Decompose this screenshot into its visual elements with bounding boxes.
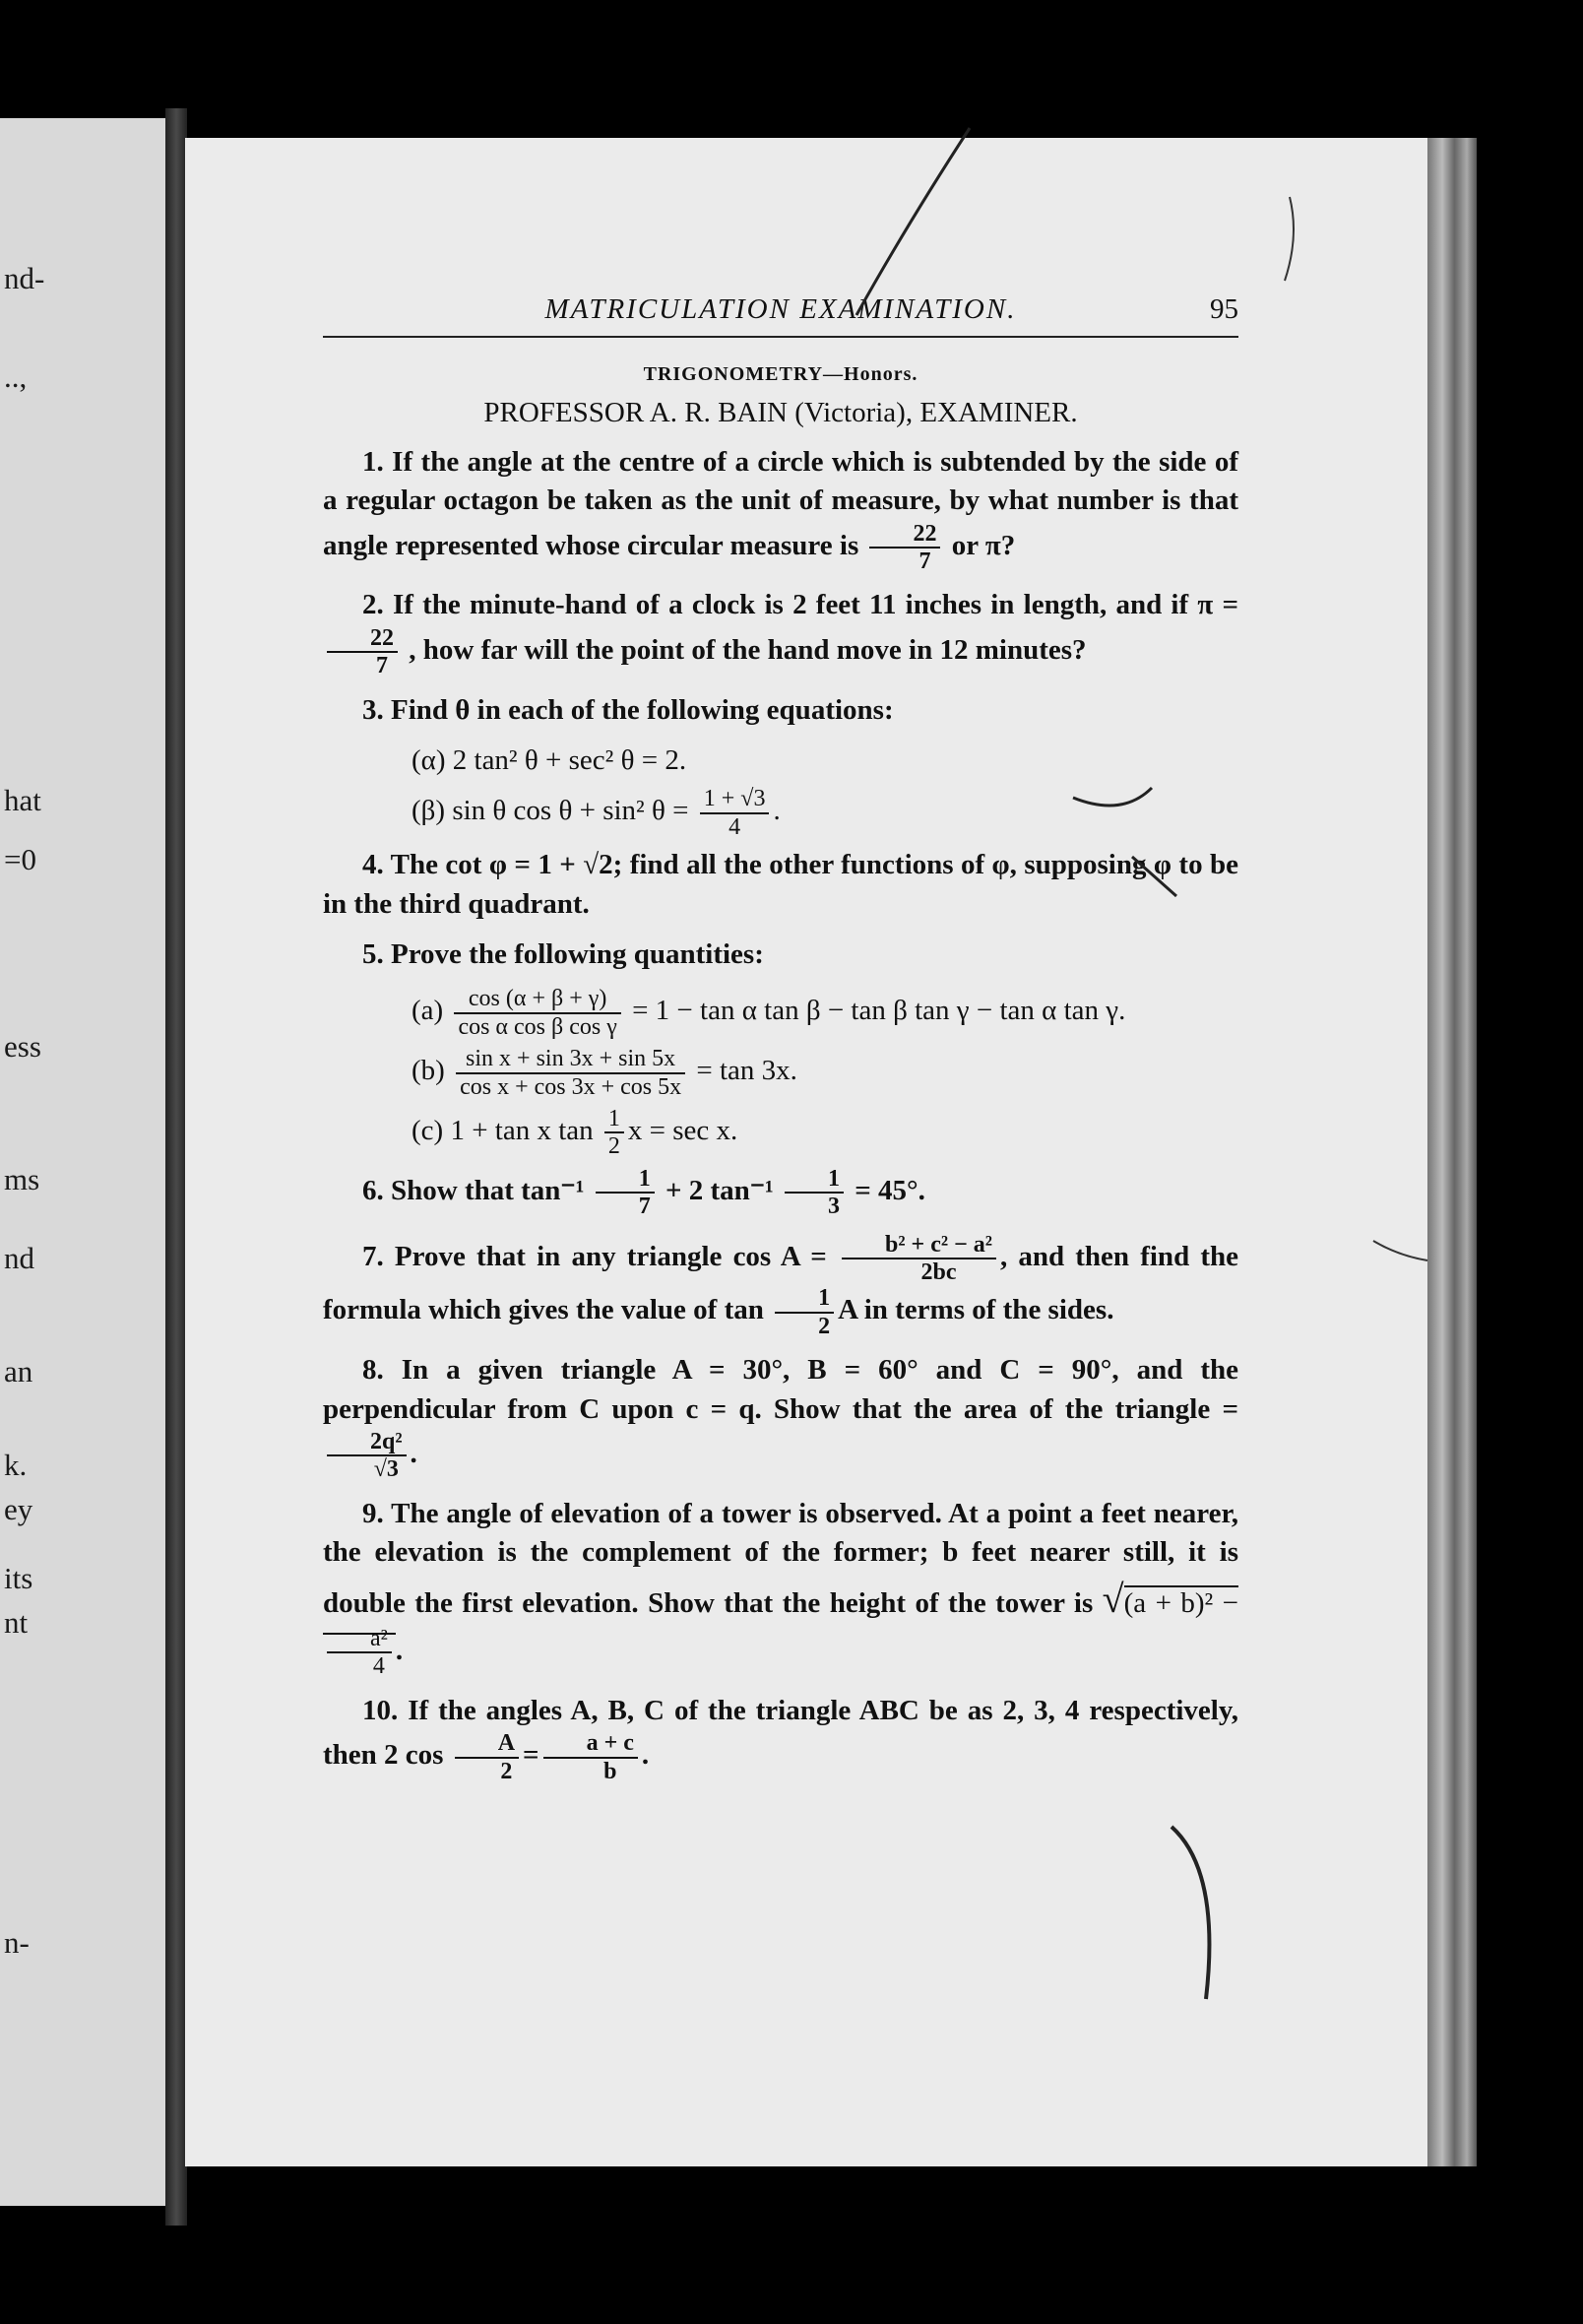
fraction: $\frac{1}{2}$: [604, 1106, 624, 1160]
prev-page-fragment: ..,: [4, 359, 28, 394]
prev-page-fragment: nd-: [4, 261, 45, 295]
fraction: $\frac{\text{2q²}}{√3}$: [327, 1429, 407, 1483]
identity-5b: (b) $\frac{\text{sin x + sin 3x + sin 5x}}{\text{cos x + cos 3x + cos 5x}}$ = tan 3x.: [412, 1046, 797, 1100]
radical-sign: √: [1102, 1576, 1124, 1621]
question-9: 9. The angle of elevation of a tower is observed. At a point a feet nearer, the elevation is the complement of the former; b feet nearer still, it is double the first elevation. Show that the height of the tower is √(a + b)² − $\frac{\text{a²}}{4}$ .: [323, 1497, 1239, 1680]
prev-page-fragment: ess: [4, 1029, 41, 1064]
prev-page-fragment: ey: [4, 1492, 33, 1526]
fraction: $\frac{1 + √3}{4}$: [700, 786, 770, 840]
fraction: $\frac{\text{b² + c² − a²}}{2bc}$: [842, 1232, 996, 1286]
question-6: 6. Show that tan⁻¹ $\frac{1}{7}$ + 2 tan⁻¹ $\frac{1}{3}$ = 45°.: [362, 1165, 925, 1220]
book-page-edges: [1427, 138, 1477, 2166]
page-header: [323, 290, 1238, 338]
equation-3b: (β) sin θ cos θ + sin² θ = $\frac{1 + √3}{4}$ .: [412, 786, 781, 840]
question-4: 4. The cot φ = 1 + √2; find all the other functions of φ, supposing φ to be in the third quadrant.: [323, 849, 1238, 920]
page-content: [323, 290, 1238, 1796]
previous-page-edge: [0, 118, 165, 2206]
fraction: $\frac{A}{2}$: [455, 1730, 519, 1784]
book-gutter: [165, 108, 187, 2226]
fraction: $\frac{22}{7}$: [327, 625, 398, 679]
prev-page-fragment: hat: [4, 783, 41, 817]
prev-page-fragment: nt: [4, 1605, 29, 1640]
prev-page-fragment: its: [4, 1561, 33, 1595]
fraction: $\frac{\text{sin x + sin 3x + sin 5x}}{\text{cos x + cos 3x + cos 5x}}$: [456, 1046, 685, 1100]
prev-page-fragment: ms: [4, 1162, 40, 1196]
running-head: MATRICULATION EXAMINATION.: [544, 293, 1017, 325]
question-10: 10. If the angles A, B, C of the triangle ABC be as 2, 3, 4 respectively, then 2 cos $\frac{A}{2}$ = $\frac{a + c}{b}$ .: [323, 1694, 1238, 1784]
question-1: 1. If the angle at the centre of a circle which is subtended by the side of a regular octagon be taken as the unit of measure, by what number is that angle represented whose circular measure is $\frac{22}{7}$ or π?: [323, 445, 1238, 574]
examiner-line: PROFESSOR A. R. BAIN (Victoria), EXAMINER.: [483, 397, 1078, 429]
fraction: $\frac{\cos (\alpha + \beta + \gamma)}{\text{cos α cos β cos γ}}$: [454, 986, 620, 1040]
equation-3a: (α) 2 tan² θ + sec² θ = 2.: [412, 743, 687, 776]
prev-page-fragment: nd: [4, 1241, 34, 1275]
prev-page-fragment: an: [4, 1354, 33, 1388]
section-title: TRIGONOMETRY—Honors.: [643, 363, 918, 385]
question-5: 5. Prove the following quantities:: [362, 938, 764, 971]
page-number: 95: [1210, 293, 1238, 325]
question-3: 3. Find θ in each of the following equations:: [362, 693, 894, 726]
fraction: $\frac{1}{2}$: [775, 1285, 834, 1339]
question-2: 2. If the minute-hand of a clock is 2 feet 11 inches in length, and if π = $\frac{22}{7}$ , how far will the point of the hand move in 12 minutes?: [323, 586, 1238, 678]
identity-5a: (a) $\frac{\cos (\alpha + \beta + \gamma)}{\text{cos α cos β cos γ}}$ = 1 − tan α tan β − tan β tan γ − tan α tan γ.: [412, 986, 1126, 1040]
prev-page-fragment: =0: [4, 842, 36, 876]
prev-page-fragment: k.: [4, 1448, 28, 1482]
fraction: $\frac{1}{7}$: [596, 1166, 655, 1220]
fraction: $\frac{22}{7}$: [869, 521, 940, 575]
question-7: 7. Prove that in any triangle cos A = $\frac{\text{b² + c² − a²}}{2bc}$ , and then find the formula which gives the value of tan $\frac{1}{2}$ A in terms of the sides.: [323, 1231, 1239, 1339]
identity-5c: (c) 1 + tan x tan $\frac{1}{2}$ x = sec x.: [412, 1106, 738, 1160]
prev-page-fragment: n-: [4, 1925, 30, 1960]
fraction: $\frac{\text{a²}}{4}$: [327, 1626, 392, 1680]
question-8: 8. In a given triangle A = 30°, B = 60° and C = 90°, and the perpendicular from C upon c = q. Show that the area of the triangle = $\frac{\text{2q²}}{√3}$ .: [323, 1354, 1238, 1483]
fraction: $\frac{1}{3}$: [785, 1166, 844, 1220]
fraction: $\frac{a + c}{b}$: [543, 1730, 638, 1784]
